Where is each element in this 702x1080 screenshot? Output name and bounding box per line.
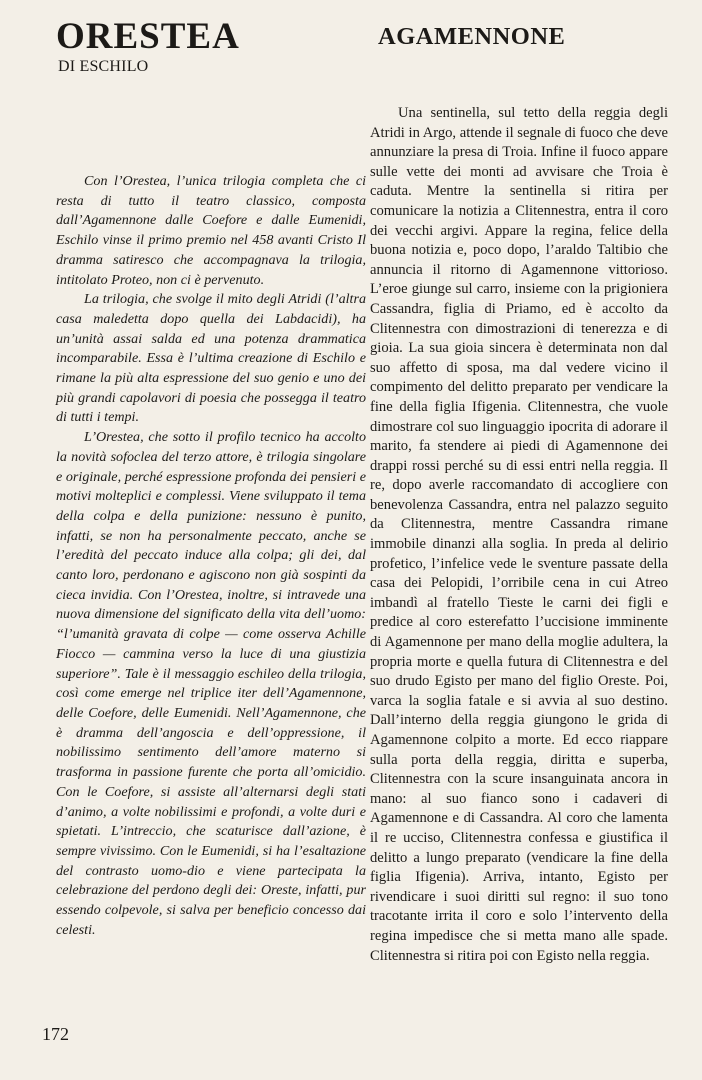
synopsis-paragraph: Una sentinella, sul tetto della reggia degli Atridi in Argo, attende il segnale di fuoco che deve annunziare la presa di Troia. Infine il fuoco appare sulle vette dei monti ad avvisare che Troia è caduta. Mentre la sentinella si ritira per comunicare la notizia a Clitennestra, entra il coro dei vecchi argivi. Appare la regina, felice della buona notizia e, poco dopo, l’araldo Taltibio che annuncia il ritorno di Agamennone vittorioso. L’eroe giunge sul carro, insieme con la prigioniera Cassandra, figlia di Priamo, ed è accolto da Clitennestra con dimostrazioni di tenerezza e di gioia. La sua gioia sincera è determinata non dal suo affetto di sposa, ma dal vedere vicino il compimento del delitto preparato per vendicare la fine della figlia Ifigenia. Clitennestra, che vuole dimostrare col suo linguaggio ipocrita di adorare il marito, fa stendere ai piedi di Agamennone dei drappi rossi perché su di essi entri nella reggia. Il re, dopo averle raccomandato di accogliere con benevolenza Cassandra, entra nel palazzo seguito da Clitennestra, mentre Cassandra rimane immobile dinanzi alla soglia. In preda al delirio profetico, l’infelice vede le sventure passate della casa dei Pelopidi, l’orribile cena in cui Atreo imbandì al fratello Tieste le carni dei figli e predice al coro esterefatto l’uccisione imminente di Agamennone per mano della moglie adultera, la propria morte e quella futura di Clitennestra e del suo drudo Egisto per mano del figlio Oreste. Poi, varca la soglia fatale e si avvia al suo destino. Dall’interno della reggia giungono le grida di Agamennone colpito a morte. Ed ecco riappare sulla porta della reggia, diritta e superba, Clitennestra con la scure insanguinata ancora in mano: al suo fianco sono i cadaveri di Agamennone e di Cassandra. Al coro che lamenta il re ucciso, Clitennestra confessa e giustifica il delitto a lungo preparato (vendicare la fine della figlia Ifigenia). Arriva, intanto, Egisto per rivendicare i suoi diritti sul regno: il suo tono tracotante irrita il coro e solo l’intervento della regina impedisce che si metta mano alle spade. Clitennestra si ritira poi con Egisto nella reggia.: [370, 105, 669, 964]
page-number: 172: [42, 1024, 69, 1044]
intro-paragraph: La trilogia, che svolge il mito degli Atridi (l’altra casa maledetta dopo quella dei Labdacidi), ha un’unità assai salda ed una potenza drammatica incomparabile. Essa è l’ultima creazione di Eschilo e rimane la più alta espressione del suo genio e uno dei più grandi capolavori di poesia che possegga il teatro di tutti i tempi.: [56, 291, 366, 426]
intro-paragraph: Con l’Orestea, l’unica trilogia completa che ci resta di tutto il teatro classico, composta dall’Agamennone dalle Coefore e dalle Eumenidi, Eschilo vinse il primo premio nel 458 avanti Cristo Il dramma satiresco che accompagnava la trilogia, intitolato Proteo, non ci è pervenuto.: [56, 173, 366, 288]
synopsis-column: [370, 104, 668, 966]
section-title: AGAMENNONE: [378, 23, 566, 50]
intro-column: [56, 172, 366, 940]
page-title: ORESTEA: [56, 16, 240, 57]
intro-paragraph: L’Orestea, che sotto il profilo tecnico ha accolto la novità sofoclea del terzo attore, è trilogia singolare e originale, perché espressione profonda dei pensieri e motivi molteplici e complessi. Viene sviluppato il tema della colpa e della punizione: nessuno è punito, infatti, se non ha personalmente peccato, anche se l’eredità del peccato induce alla colpa; gli dei, dal canto loro, perdonano e agiscono non già sospinti da cieca invidia. Con l’Orestea, inoltre, si intravede una nuova dimensione del significato della vita dell’uomo: “l’umanità gravata di colpe — come osserva Achille Fiocco — cammina verso la luce di una giustizia superiore”. Tale è il messaggio eschileo della trilogia, così come emerge nel triplice iter dell’Agamennone, delle Coefore, delle Eumenidi. Nell’Agamennone, che è dramma dell’angoscia e dell’oppressione, il nobilissimo sentimento dell’amore materno si trasforma in passione furente che porta all’omicidio. Con le Coefore, si assiste all’alternarsi degli stati d’animo, a volte nobilissimi e profondi, a volte duri e spietati. L’intreccio, che scaturisce dall’azione, è sempre vivissimo. Con le Eumenidi, si ha l’esaltazione del contrasto uomo-dio e viene partecipata la celebrazione del perdono degli dei: Oreste, infatti, pur essendo colpevole, si salva per beneficio concesso dai celesti.: [56, 429, 366, 938]
page-subtitle: DI ESCHILO: [58, 58, 149, 75]
